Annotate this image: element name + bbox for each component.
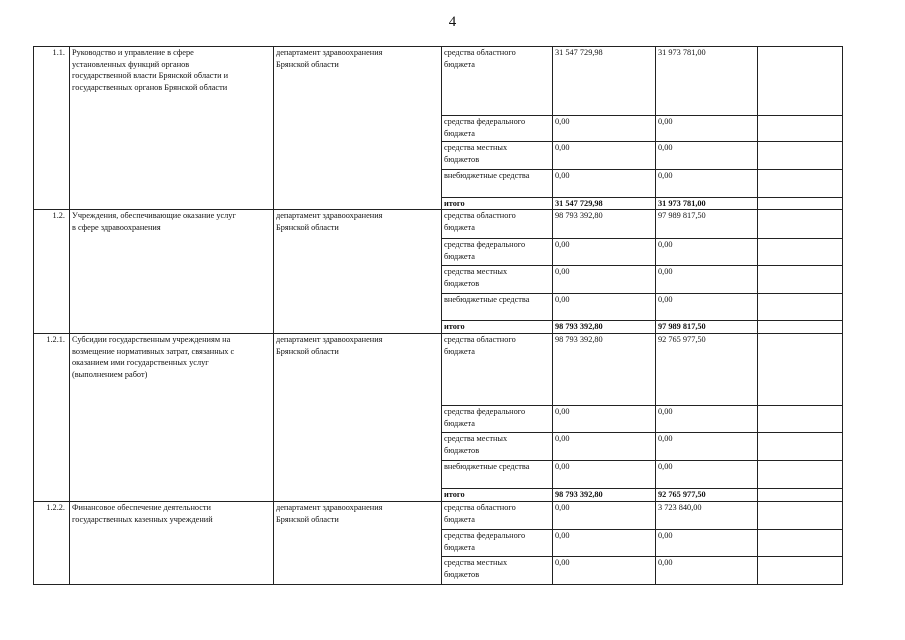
amount-year-2: 0,00 bbox=[658, 240, 673, 249]
executor-line: Брянской области bbox=[276, 59, 339, 69]
amount-year-2: 31 973 781,00 bbox=[658, 48, 706, 57]
amount-year-2: 92 765 977,50 bbox=[658, 335, 706, 344]
funding-source-label: бюджета bbox=[444, 128, 475, 138]
page-number: 4 bbox=[448, 14, 457, 30]
funding-source-label: бюджетов bbox=[444, 278, 480, 288]
funding-source-label: внебюджетные средства bbox=[444, 295, 530, 304]
total-amount-year-2: 92 765 977,50 bbox=[658, 490, 706, 499]
row-rule bbox=[441, 320, 843, 321]
row-rule bbox=[441, 488, 843, 489]
funding-source-label: средства федерального bbox=[444, 240, 526, 249]
total-amount-year-2: 97 989 817,50 bbox=[658, 322, 706, 331]
column-rule bbox=[842, 46, 843, 585]
section-number: 1.1. bbox=[52, 48, 65, 57]
funding-source-label: средства областного bbox=[444, 335, 516, 344]
executor-line: департамент здравоохранения bbox=[276, 211, 383, 220]
funding-source-label: бюджетов bbox=[444, 154, 480, 164]
executor-line: Брянской области bbox=[276, 346, 339, 356]
amount-year-1: 0,00 bbox=[555, 462, 570, 471]
section-name-line: установленных функций органов bbox=[72, 59, 190, 69]
executor-line: Брянской области bbox=[276, 222, 339, 232]
section-number: 1.2. bbox=[52, 211, 65, 220]
amount-year-1: 0,00 bbox=[555, 267, 570, 276]
amount-year-1: 31 547 729,98 bbox=[555, 48, 603, 57]
executor-line: департамент здравоохранения bbox=[276, 335, 383, 344]
amount-year-2: 0,00 bbox=[658, 117, 673, 126]
section-name-line: государственных органов Брянской области bbox=[72, 82, 228, 92]
funding-source-label: внебюджетные средства bbox=[444, 171, 530, 180]
row-rule bbox=[33, 584, 843, 585]
amount-year-1: 0,00 bbox=[555, 531, 570, 540]
executor-line: Брянской области bbox=[276, 514, 339, 524]
amount-year-1: 0,00 bbox=[555, 503, 570, 512]
amount-year-2: 3 723 840,00 bbox=[658, 503, 702, 512]
column-rule bbox=[273, 46, 274, 585]
section-name-line: Субсидии государственным учреждениям на bbox=[72, 335, 231, 344]
funding-source-label: средства местных bbox=[444, 143, 508, 152]
funding-source-label: бюджета bbox=[444, 346, 475, 356]
funding-source-label: средства федерального bbox=[444, 117, 526, 126]
funding-source-label: средства областного bbox=[444, 211, 516, 220]
amount-year-2: 0,00 bbox=[658, 407, 673, 416]
amount-year-2: 0,00 bbox=[658, 434, 673, 443]
funding-source-label: бюджета bbox=[444, 222, 475, 232]
amount-year-2: 0,00 bbox=[658, 558, 673, 567]
amount-year-1: 0,00 bbox=[555, 434, 570, 443]
amount-year-2: 0,00 bbox=[658, 295, 673, 304]
column-rule bbox=[757, 46, 758, 585]
executor-line: департамент здравоохранения bbox=[276, 503, 383, 512]
section-name-line: государственных казенных учреждений bbox=[72, 514, 213, 524]
total-amount-year-2: 31 973 781,00 bbox=[658, 199, 706, 208]
column-rule bbox=[69, 46, 70, 585]
amount-year-1: 0,00 bbox=[555, 407, 570, 416]
executor-line: департамент здравоохранения bbox=[276, 48, 383, 57]
total-label: итого bbox=[444, 322, 465, 331]
amount-year-1: 0,00 bbox=[555, 295, 570, 304]
section-name-line: в сфере здравоохранения bbox=[72, 222, 161, 232]
funding-source-label: средства областного bbox=[444, 48, 516, 57]
section-name-line: возмещение нормативных затрат, связанных с bbox=[72, 346, 235, 356]
amount-year-2: 0,00 bbox=[658, 171, 673, 180]
funding-source-label: средства местных bbox=[444, 434, 508, 443]
funding-source-label: средства федерального bbox=[444, 531, 526, 540]
amount-year-1: 0,00 bbox=[555, 117, 570, 126]
column-rule bbox=[441, 46, 442, 585]
funding-source-label: бюджета bbox=[444, 514, 475, 524]
column-rule bbox=[655, 46, 656, 585]
section-name-line: Финансовое обеспечение деятельности bbox=[72, 503, 211, 512]
funding-source-label: средства федерального bbox=[444, 407, 526, 416]
amount-year-2: 0,00 bbox=[658, 462, 673, 471]
funding-source-label: бюджета bbox=[444, 542, 475, 552]
amount-year-1: 98 793 392,80 bbox=[555, 211, 603, 220]
total-label: итого bbox=[444, 199, 465, 208]
total-amount-year-1: 98 793 392,80 bbox=[555, 322, 603, 331]
funding-source-label: бюджетов bbox=[444, 445, 480, 455]
amount-year-2: 0,00 bbox=[658, 267, 673, 276]
amount-year-1: 98 793 392,80 bbox=[555, 335, 603, 344]
section-number: 1.2.2. bbox=[46, 503, 65, 512]
total-amount-year-1: 31 547 729,98 bbox=[555, 199, 603, 208]
funding-source-label: средства местных bbox=[444, 267, 508, 276]
amount-year-1: 0,00 bbox=[555, 143, 570, 152]
funding-source-label: бюджета bbox=[444, 59, 475, 69]
amount-year-1: 0,00 bbox=[555, 240, 570, 249]
funding-source-label: бюджета bbox=[444, 418, 475, 428]
funding-source-label: средства областного bbox=[444, 503, 516, 512]
section-number: 1.2.1. bbox=[46, 335, 65, 344]
funding-source-label: средства местных bbox=[444, 558, 508, 567]
section-name-line: государственной власти Брянской области и bbox=[72, 71, 229, 81]
section-name-line: Учреждения, обеспечивающие оказание услуг bbox=[72, 211, 236, 220]
column-rule bbox=[552, 46, 553, 585]
amount-year-2: 0,00 bbox=[658, 143, 673, 152]
funding-source-label: внебюджетные средства bbox=[444, 462, 530, 471]
amount-year-1: 0,00 bbox=[555, 558, 570, 567]
row-rule bbox=[441, 197, 843, 198]
amount-year-1: 0,00 bbox=[555, 171, 570, 180]
funding-source-label: бюджета bbox=[444, 251, 475, 261]
section-name-line: (выполнением работ) bbox=[72, 369, 148, 379]
section-name-line: Руководство и управление в сфере bbox=[72, 48, 194, 57]
section-name-line: оказанием ими государственных услуг bbox=[72, 358, 209, 368]
amount-year-2: 97 989 817,50 bbox=[658, 211, 706, 220]
total-amount-year-1: 98 793 392,80 bbox=[555, 490, 603, 499]
total-label: итого bbox=[444, 490, 465, 499]
funding-source-label: бюджетов bbox=[444, 569, 480, 579]
amount-year-2: 0,00 bbox=[658, 531, 673, 540]
